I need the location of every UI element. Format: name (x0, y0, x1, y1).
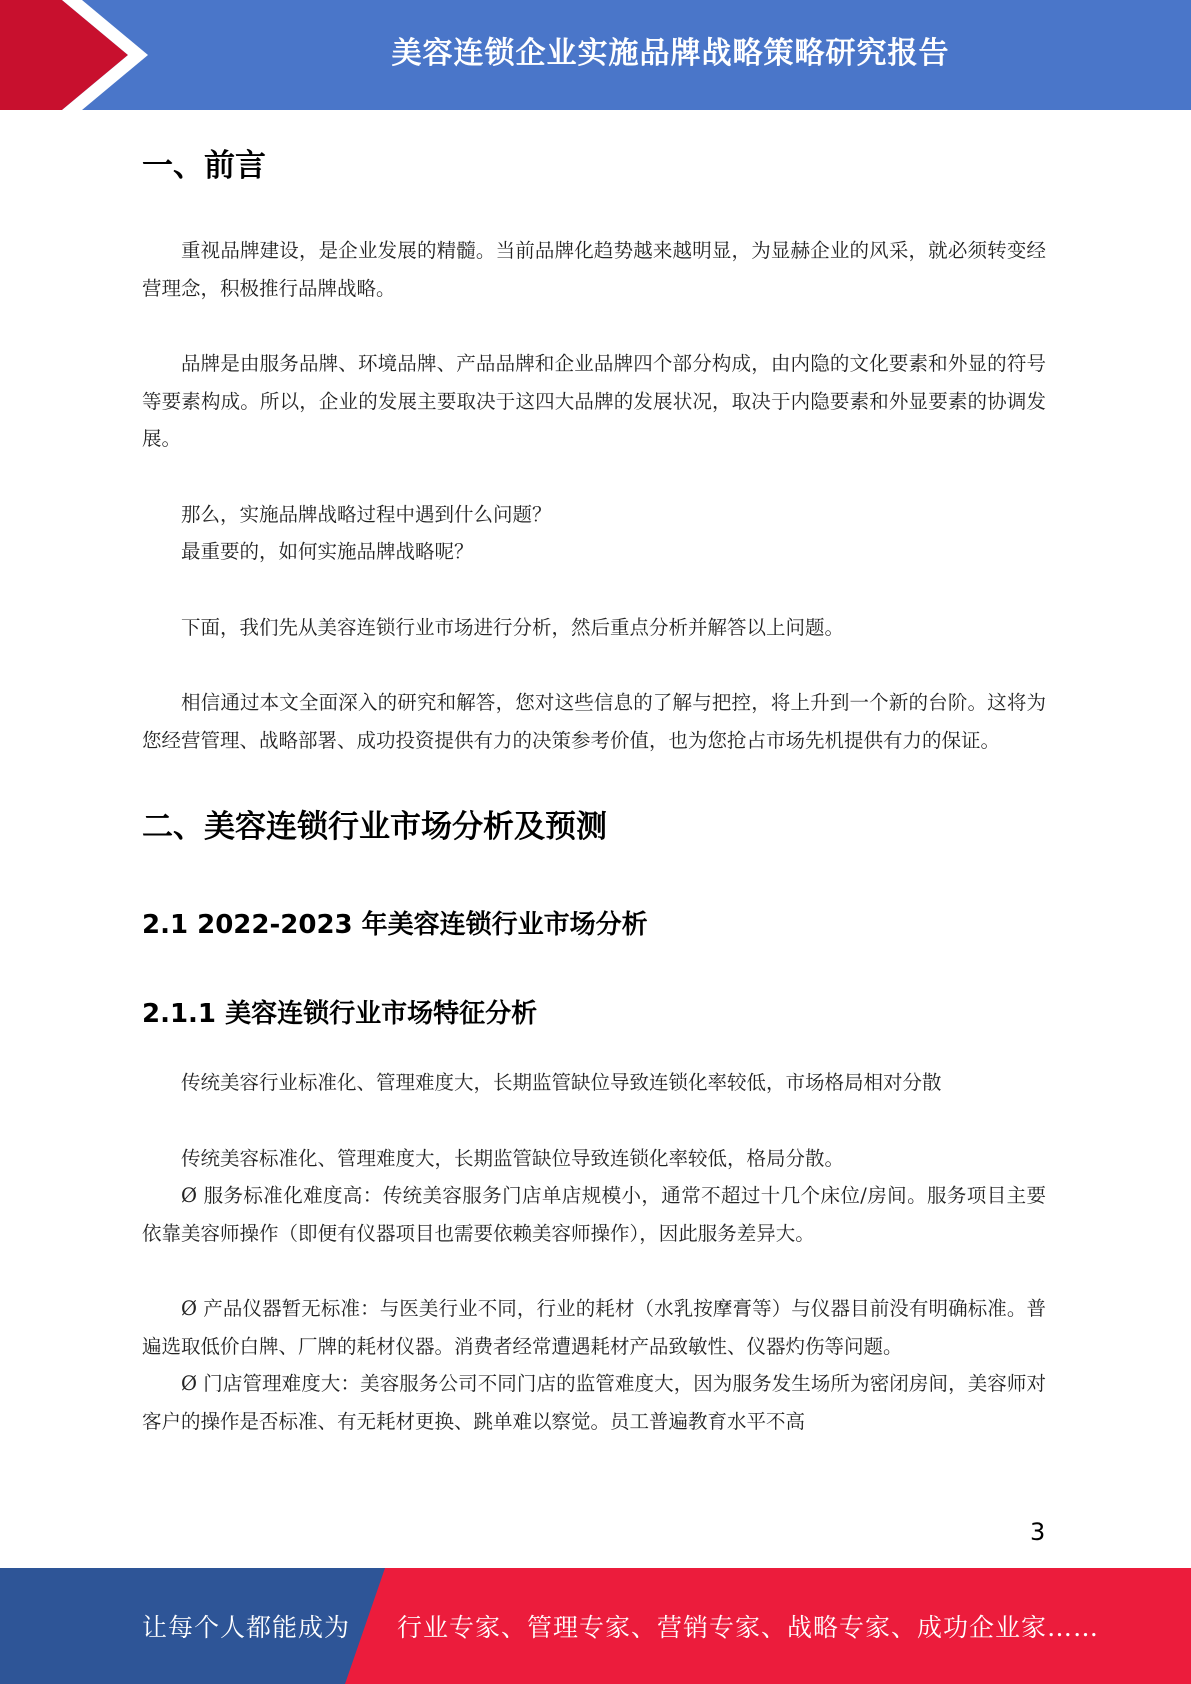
paragraph: 重视品牌建设，是企业发展的精髓。当前品牌化趋势越来越明显，为显赫企业的风采，就必须转变经营理念，积极推行品牌战略。 (142, 239, 1046, 300)
bullet-paragraph: Ø 服务标准化难度高：传统美容服务门店单店规模小，通常不超过十几个床位/房间。服务项目主要依靠美容师操作（即便有仪器项目也需要依赖美容师操作），因此服务差异大。 (142, 1184, 1046, 1245)
footer-banner (0, 1568, 1191, 1684)
header-arrow-decoration (0, 0, 160, 110)
report-title: 美容连锁企业实施品牌战略策略研究报告 (391, 36, 950, 71)
subsection-heading: 2.1 2022-2023 年美容连锁行业市场分析 (142, 910, 648, 940)
main-content (142, 130, 1046, 1440)
paragraph: 那么，实施品牌战略过程中遇到什么问题？ (181, 502, 552, 526)
bullet-paragraph: Ø 产品仪器暂无标准：与医美行业不同，行业的耗材（水乳按摩膏等）与仪器目前没有明确标准。普遍选取低价白牌、厂牌的耗材仪器。消费者经常遭遇耗材产品致敏性、仪器灼伤等问题。 (142, 1297, 1046, 1358)
header-banner (0, 0, 1191, 110)
page-number: 3 (1030, 1518, 1046, 1546)
bullet-paragraph: Ø 门店管理难度大：美容服务公司不同门店的监管难度大，因为服务发生场所为密闭房间，美容师对客户的操作是否标准、有无耗材更换、跳单难以察觉。员工普遍教育水平不高 (142, 1372, 1046, 1433)
section-heading-preface: 一、前言 (142, 148, 266, 184)
paragraph: 最重要的，如何实施品牌战略呢？ (181, 540, 474, 563)
footer-slogan-right: 行业专家、管理专家、营销专家、战略专家、成功企业家…… (397, 1613, 1100, 1642)
paragraph: 传统美容行业标准化、管理难度大，长期监管缺位导致连锁化率较低，市场格局相对分散 (181, 1071, 942, 1094)
footer-slogan-left: 让每个人都能成为 (142, 1613, 351, 1642)
section-heading-market-analysis: 二、美容连锁行业市场分析及预测 (142, 809, 607, 845)
paragraph: 品牌是由服务品牌、环境品牌、产品品牌和企业品牌四个部分构成，由内隐的文化要素和外显的符号等要素构成。所以，企业的发展主要取决于这四大品牌的发展状况，取决于内隐要素和外显要素的协调发展。 (142, 352, 1046, 450)
subsubsection-heading: 2.1.1 美容连锁行业市场特征分析 (142, 999, 538, 1029)
paragraph: 传统美容标准化、管理难度大，长期监管缺位导致连锁化率较低，格局分散。 (181, 1146, 845, 1170)
paragraph: 下面，我们先从美容连锁行业市场进行分析，然后重点分析并解答以上问题。 (181, 615, 845, 639)
paragraph: 相信通过本文全面深入的研究和解答，您对这些信息的了解与把控，将上升到一个新的台阶。这将为您经营管理、战略部署、成功投资提供有力的决策参考价值，也为您抢占市场先机提供有力的保证。 (142, 691, 1046, 752)
